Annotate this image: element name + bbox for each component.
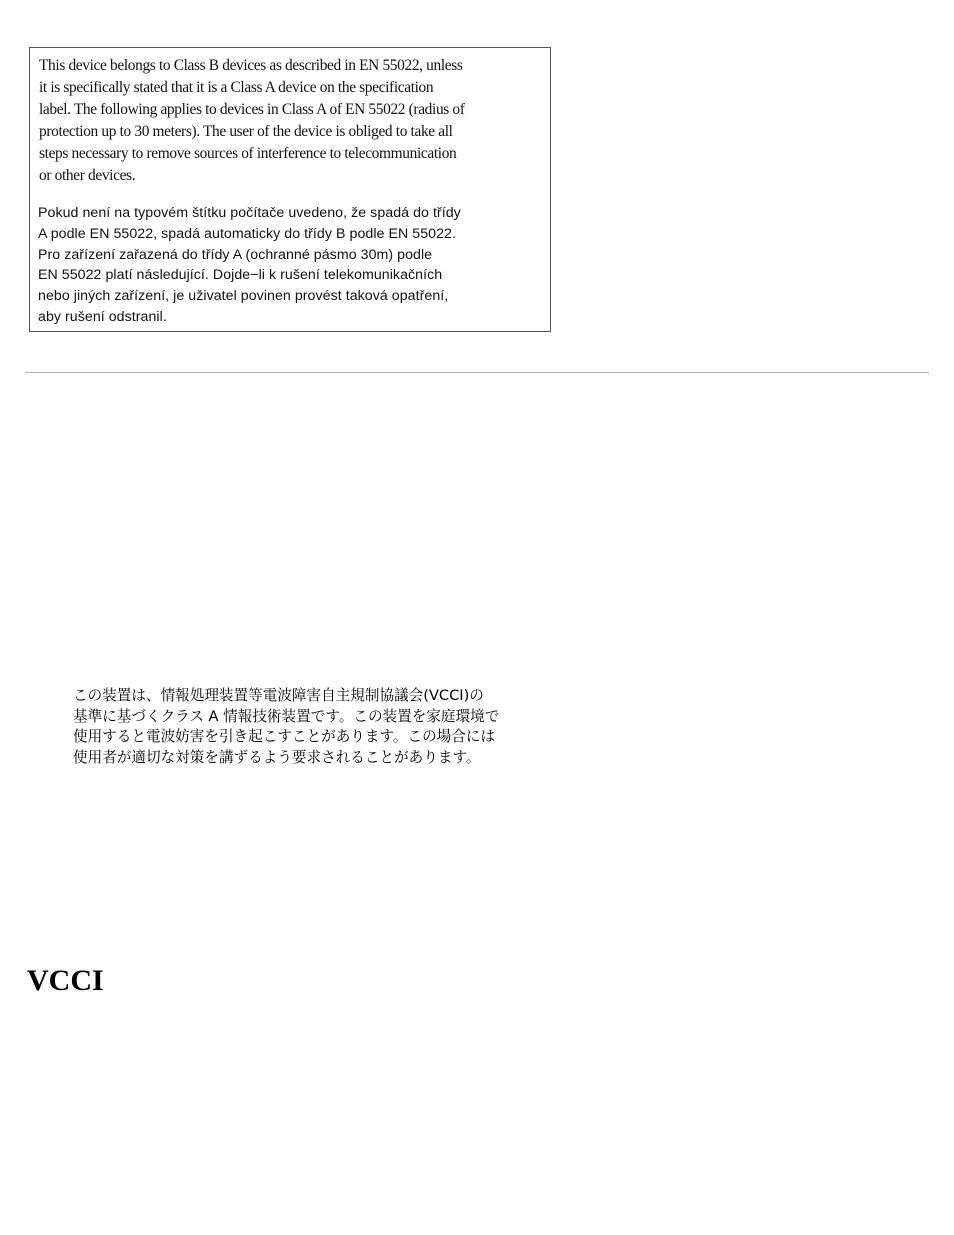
en55022-notice-czech: Pokud není na typovém štítku počítače uvedeno, že spadá do třídy A podle EN 55022, spadá automaticky do třídy B podle EN 55022. Pro zařízení zařazená do třídy A (ochranné pásmo 30m) podle EN 55022 platí následující. Dojde−li k rušení telekomunikačních nebo jiných zařízení, je uživatel povinen provést taková opatření, aby rušení odstranil. [38,205,461,325]
en55022-notice-box [29,47,551,332]
en55022-notice-english: This device belongs to Class B devices as described in EN 55022, unless it is specifically stated that it is a Class A device on the specification label. The following applies to devices in Class A of EN 55022 (radius of protection up to 30 meters). The user of the device is obliged to take all steps necessary to remove sources of interference to telecommunication or other devices. [39,57,465,184]
vcci-japanese-notice: この装置は、情報処理装置等電波障害自主規制協議会(VCCI)の 基準に基づくクラス A 情報技術装置です。この装置を家庭環境で 使用すると電波妨害を引き起こすことがあります。この場合には 使用者が適切な対策を講ずるよう要求されることがあります。 [73,687,500,766]
vcci-heading: VCCI [27,964,104,997]
section-divider [25,372,929,373]
